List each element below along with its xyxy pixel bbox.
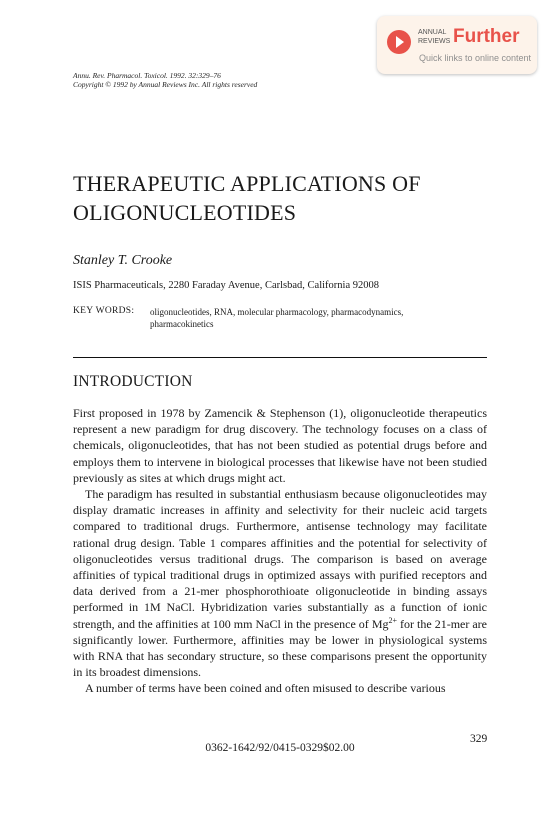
paragraph-2-text-a: The paradigm has resulted in substantial enthusiasm because oligonucleotides may display dramatic increases in affinity and selectivity for their nucleic acid targets compared to traditional drugs. Furthermore, antisense technology may facilitate rational drug design. Table 1 compares affinities and the potential for selectivity of oligonucleotides versus traditional drugs. The comparison is based on average affinities of typical traditional drugs in optimized assays with purified receptors and data derived from a 21-mer phosphorothioate oligonucleotide in binding assays performed in 1M NaCl. Hybridization varies substantially as a function of ionic strength, and the affinities at 100 mm NaCl in the presence of Mg — [73, 487, 487, 631]
journal-header — [73, 71, 257, 89]
title-line-2: OLIGONUCLEOTIDES — [73, 200, 297, 225]
journal-copyright: Copyright © 1992 by Annual Reviews Inc. All rights reserved — [73, 80, 258, 89]
journal-citation: Annu. Rev. Pharmacol. Toxicol. 1992. 32:329–76 — [73, 71, 221, 80]
page-number: 329 — [470, 733, 488, 745]
banner-subtitle: Quick links to online content — [419, 53, 532, 63]
title-line-1: THERAPEUTIC APPLICATIONS OF — [73, 171, 421, 196]
article-title — [73, 169, 493, 227]
keywords-label: KEY WORDS: — [73, 306, 135, 316]
banner-further-text: Further — [453, 26, 520, 47]
paragraph-3: A number of terms have been coined and often misused to describe various — [85, 681, 446, 696]
banner-annual-text: ANNUAL — [418, 29, 447, 36]
keywords-line-1: oligonucleotides, RNA, molecular pharmacology, pharmacodynamics, — [150, 307, 404, 317]
keywords-list — [150, 306, 480, 330]
section-divider — [73, 357, 487, 358]
footer-code: 0362-1642/92/0415-0329$02.00 — [205, 742, 355, 754]
banner-reviews-text: REVIEWS — [418, 38, 451, 45]
author-name: Stanley T. Crooke — [73, 253, 173, 268]
paragraph-2-text-b: for the 21-mer are significantly lower. Furthermore, affinities may be lower in physiological systems with RNA that has secondary structure, so these comparisons present the opportunity in its broadest dimensions. — [73, 616, 488, 680]
paragraph-2 — [73, 486, 487, 680]
section-heading: INTRODUCTION — [73, 373, 193, 390]
author-affiliation: ISIS Pharmaceuticals, 2280 Faraday Avenue, Carlsbad, California 92008 — [73, 280, 379, 291]
annual-reviews-further-banner[interactable] — [377, 16, 537, 74]
keywords-line-2: pharmacokinetics — [150, 319, 214, 329]
annual-reviews-logo-icon — [387, 30, 411, 54]
article-body — [73, 405, 487, 697]
paragraph-1: First proposed in 1978 by Zamencik & Stephenson (1), oligonucleotide therapeutics represent a new paradigm for drug discovery. The technology focuses on a class of chemicals, oligonucleotides, that has not been studied as potential drugs before and employs them to intervene in biological processes that likewise have not been studied previously as sites at which drugs might act. — [73, 406, 487, 485]
superscript-charge: 2+ — [388, 615, 398, 625]
